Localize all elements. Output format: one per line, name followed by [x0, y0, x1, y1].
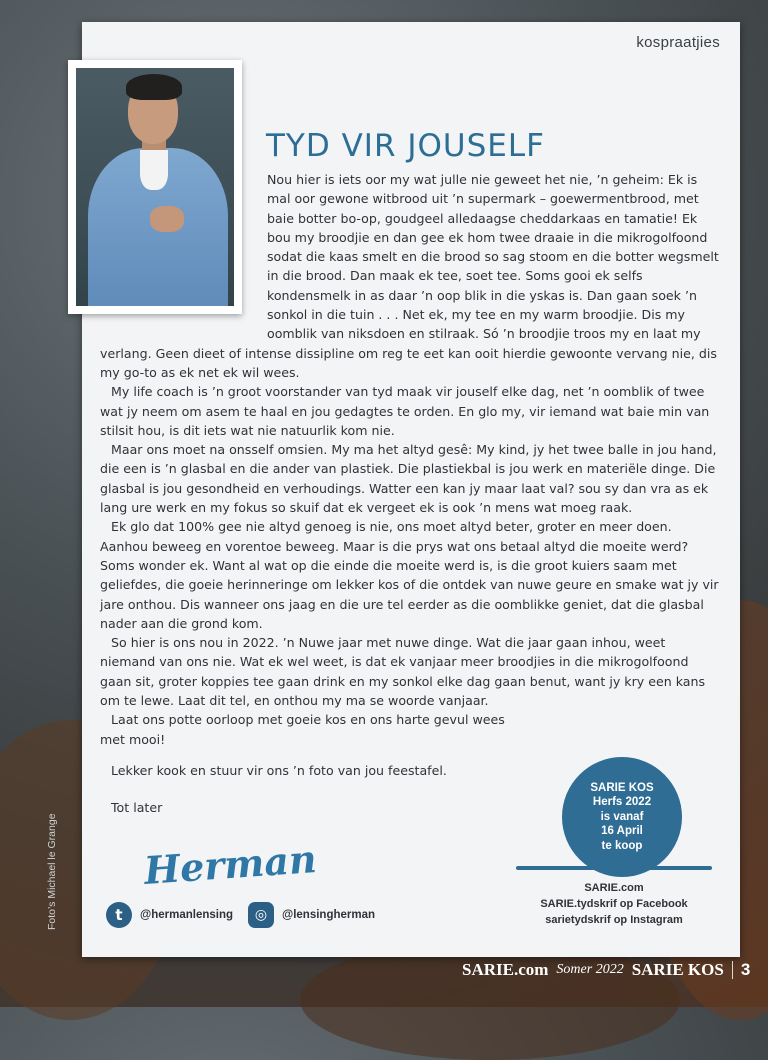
- instagram-icon: ◎: [248, 902, 274, 928]
- issue-badge: [562, 757, 682, 877]
- twitter-icon: t: [106, 902, 132, 928]
- facebook-link[interactable]: SARIE.tydskrif op Facebook: [540, 898, 688, 910]
- badge-line: SARIE KOS: [590, 781, 654, 794]
- divider: [516, 866, 712, 870]
- footer-site: SARIE.com: [462, 960, 549, 979]
- author-signature: Herman: [142, 836, 318, 893]
- sign-off: Tot later: [111, 800, 163, 816]
- badge-line: 16 April: [601, 825, 643, 838]
- paragraph-2: My life coach is ’n groot voorstander van tyd maak vir jouself elke dag, net ’n oomblik of twee wat jy neem om asem te haal en jou gedagtes te orden. En glo my, vir iemand wat baie min van stilsit hou, is dit iets wat nie natuurlik kom nie.: [100, 384, 710, 438]
- website-link[interactable]: SARIE.com: [584, 882, 644, 894]
- paragraph-1: Nou hier is iets oor my wat julle nie geweet het nie, ’n geheim: Ek is mal oor gewone witbrood uit ’n supermark – goewermentbrood, met baie botter bo-op, goudgeel alledaagse cheddarkaas en tamatie! Ek bou my broodjie en dan gee ek hom twee draaie in die mikrogolfoond sodat die kaas smelt en die brood so sag stoom en die botter wegsmelt in die brood. Dan maak ek tee, soet tee. Soms gooi ek selfs kondensmelk in as daar ’n oop blik in die yskas is. Dan gaan soek ’n sonkol in die tuin . . . Net ek, my tee en my warm broodjie. Dis my oomblik van niksdoen en stilraak. Só ’n broodjie troos my en laat my verlang. Geen dieet of intense dissipline om reg te eet kan ooit hierdie gewoonte vervang nie, dis my go-to as ek net ek wil wees.: [100, 172, 719, 380]
- paragraph-7: Lekker kook en stuur vir ons ’n foto van jou feestafel.: [111, 762, 447, 778]
- instagram-link[interactable]: [248, 902, 375, 928]
- section-tag: kospraatjies: [636, 34, 720, 51]
- instagram-profile-link[interactable]: sarietydskrif op Instagram: [545, 914, 683, 926]
- paragraph-3: Maar ons moet na onsself omsien. My ma het altyd gesê: My kind, jy het twee balle in jou hand, die een is ’n glasbal en die ander van plastiek. Die plastiekbal is jou werk en materiële dinge. Die glasbal is jou gesondheid en verhoudings. Watter een kan jy maar laat val? sou sy dan vra as ek lang ure werk en my fokus so skuif dat ek vergeet ek is ook ’n mens wat moeg raak.: [100, 442, 717, 516]
- twitter-link[interactable]: [106, 902, 233, 928]
- page-number: 3: [740, 960, 751, 979]
- paragraph-4: Ek glo dat 100% gee nie altyd genoeg is nie, ons moet altyd beter, groter en meer doen. Aanhou beweeg en vorentoe beweeg. Maar is die prys wat ons betaal altyd die moeite werd? Soms wonder ek. Want al wat op die einde die moeite werd is, is die groot kuiers saam met geliefdes, die goeie herinneringe om lekker kos of die ontdek van nuwe geure en smake wat jy vir jare onthou. Dis wanneer ons jaag en die ure tel eerder as die oomblikke geniet, dat die glasbal nader aan die grond kom.: [100, 519, 719, 631]
- article-body: [100, 170, 722, 818]
- page-footer: [462, 960, 750, 980]
- contact-links: [516, 880, 712, 928]
- footer-divider: [732, 961, 733, 979]
- photo-credit: Foto’s Michael le Grange: [46, 813, 58, 930]
- paragraph-6: Laat ons potte oorloop met goeie kos en ons harte gevul wees met mooi!: [100, 712, 505, 747]
- badge-line: is vanaf: [600, 810, 644, 823]
- footer-issue: Somer 2022: [556, 962, 624, 977]
- badge-line: te koop: [601, 839, 643, 852]
- article-title: TYD VIR JOUSELF: [266, 128, 545, 164]
- twitter-handle: @hermanlensing: [140, 909, 234, 921]
- instagram-handle: @lensingherman: [282, 909, 376, 921]
- article-page: [82, 22, 740, 957]
- badge-line: Herfs 2022: [592, 796, 652, 809]
- paragraph-5: So hier is ons nou in 2022. ’n Nuwe jaar met nuwe dinge. Wat die jaar gaan inhou, weet niemand van ons nie. Wat ek wel weet, is dat ek vanjaar meer broodjies in die mikrogolfoond gaan sit, groter koppies tee gaan drink en my sonkol elke dag gaan benut, want jy kry een kans om te lewe. Laat dit tel, en onthou my ma se woorde vanjaar.: [100, 635, 706, 709]
- footer-brand: SARIE KOS: [631, 960, 724, 979]
